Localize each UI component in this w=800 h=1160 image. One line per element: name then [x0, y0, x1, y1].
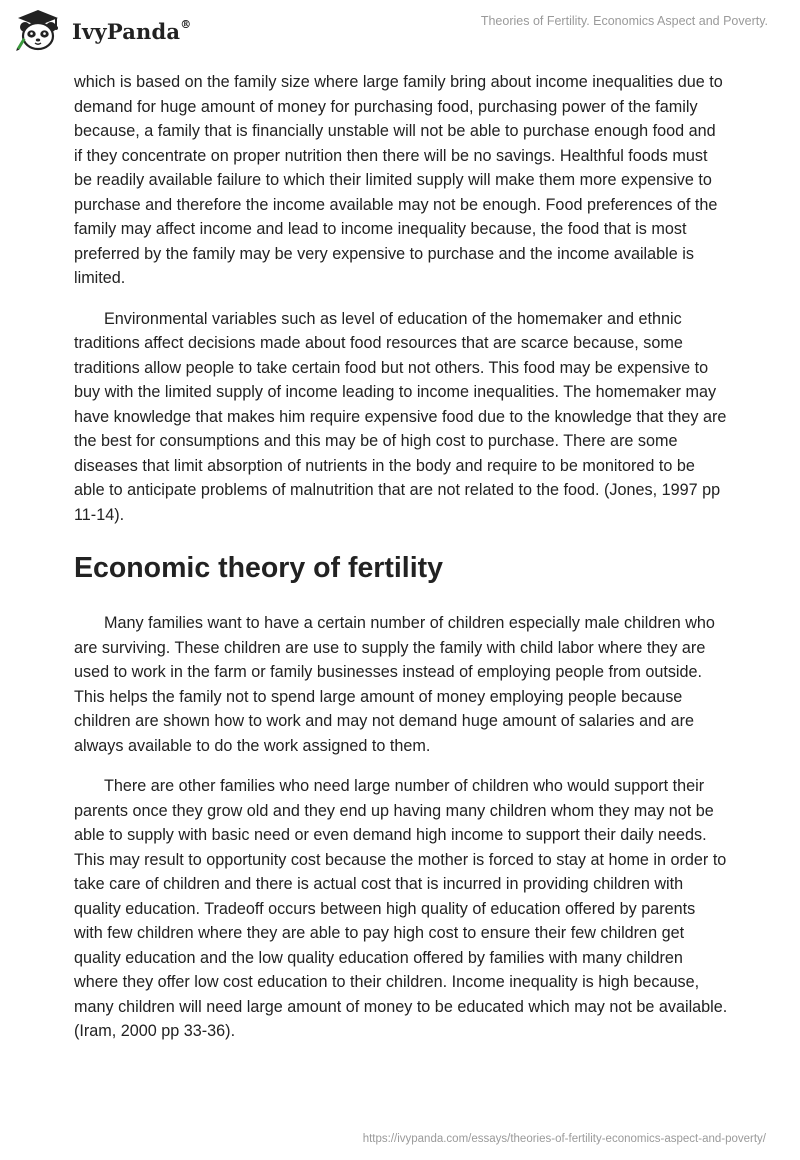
source-url[interactable]: https://ivypanda.com/essays/theories-of-fertility-economics-aspect-and-poverty/: [362, 1133, 766, 1145]
paragraph: Environmental variables such as level of education of the homemaker and ethnic traditions affect decisions made about food resources that are scarce because, some traditions allow people to take certain food but not others. This food may be expensive to buy with the limited supply of income leading to income inequalities. The homemaker may have knowledge that makes him require expensive food due to the knowledge that they are the best for consumptions and this may be of high cost to purchase. There are some diseases that limit absorption of nutrients in the body and require to be monitored to be able to anticipate problems of malnutrition that are not related to the food. (Jones, 1997 pp 11-14).: [74, 309, 727, 524]
section-heading: Economic theory of fertility: [74, 552, 443, 584]
paragraph: Many families want to have a certain number of children especially male children who are surviving. These children are use to supply the family with child labor where they are used to work in the farm or family businesses instead of employing people from outside. This helps the family not to spend large amount of money employing people because children are shown how to work and may not demand huge amount of salaries and are always available to do the work assigned to them.: [74, 614, 715, 755]
panda-graduate-logo-icon: [14, 8, 62, 52]
essay-content: [74, 70, 728, 1060]
brand-name: IvyPanda®: [72, 17, 192, 44]
paragraph: There are other families who need large number of children who would support their parents once they grow old and they end up having many children whom they may not be able to supply with basic need or even demand high income to support their daily needs. This may result to opportunity cost because the mother is forced to stay at home in order to take care of children and there is actual cost that is incurred in providing children with quality education. Tradeoff occurs between high quality of education offered by parents with few children where they are able to pay high cost to ensure their few children get quality education and the low quality education offered by families with many children where they offer low cost education to their children. Income inequality is high because, many children will need large amount of money to be educated which may not be available. (Iram, 2000 pp 33-36).: [74, 777, 728, 1040]
page-header: [0, 0, 800, 60]
paragraph: which is based on the family size where large family bring about income inequalities due to demand for huge amount of money for purchasing food, purchasing power of the family because, a family that is financially unstable will not be able to purchase enough food and if they concentrate on proper nutrition then there will be no savings. Healthful foods must be readily available failure to which their limited supply will make them more expensive to purchase and therefore the income available may not be enough. Food preferences of the family may affect income and lead to income inequality because, the food that is most preferred by the family may be very expensive to purchase and the income available is limited.: [74, 73, 723, 287]
document-title: Theories of Fertility. Economics Aspect and Poverty.: [480, 14, 768, 28]
brand-logo[interactable]: [14, 8, 191, 52]
